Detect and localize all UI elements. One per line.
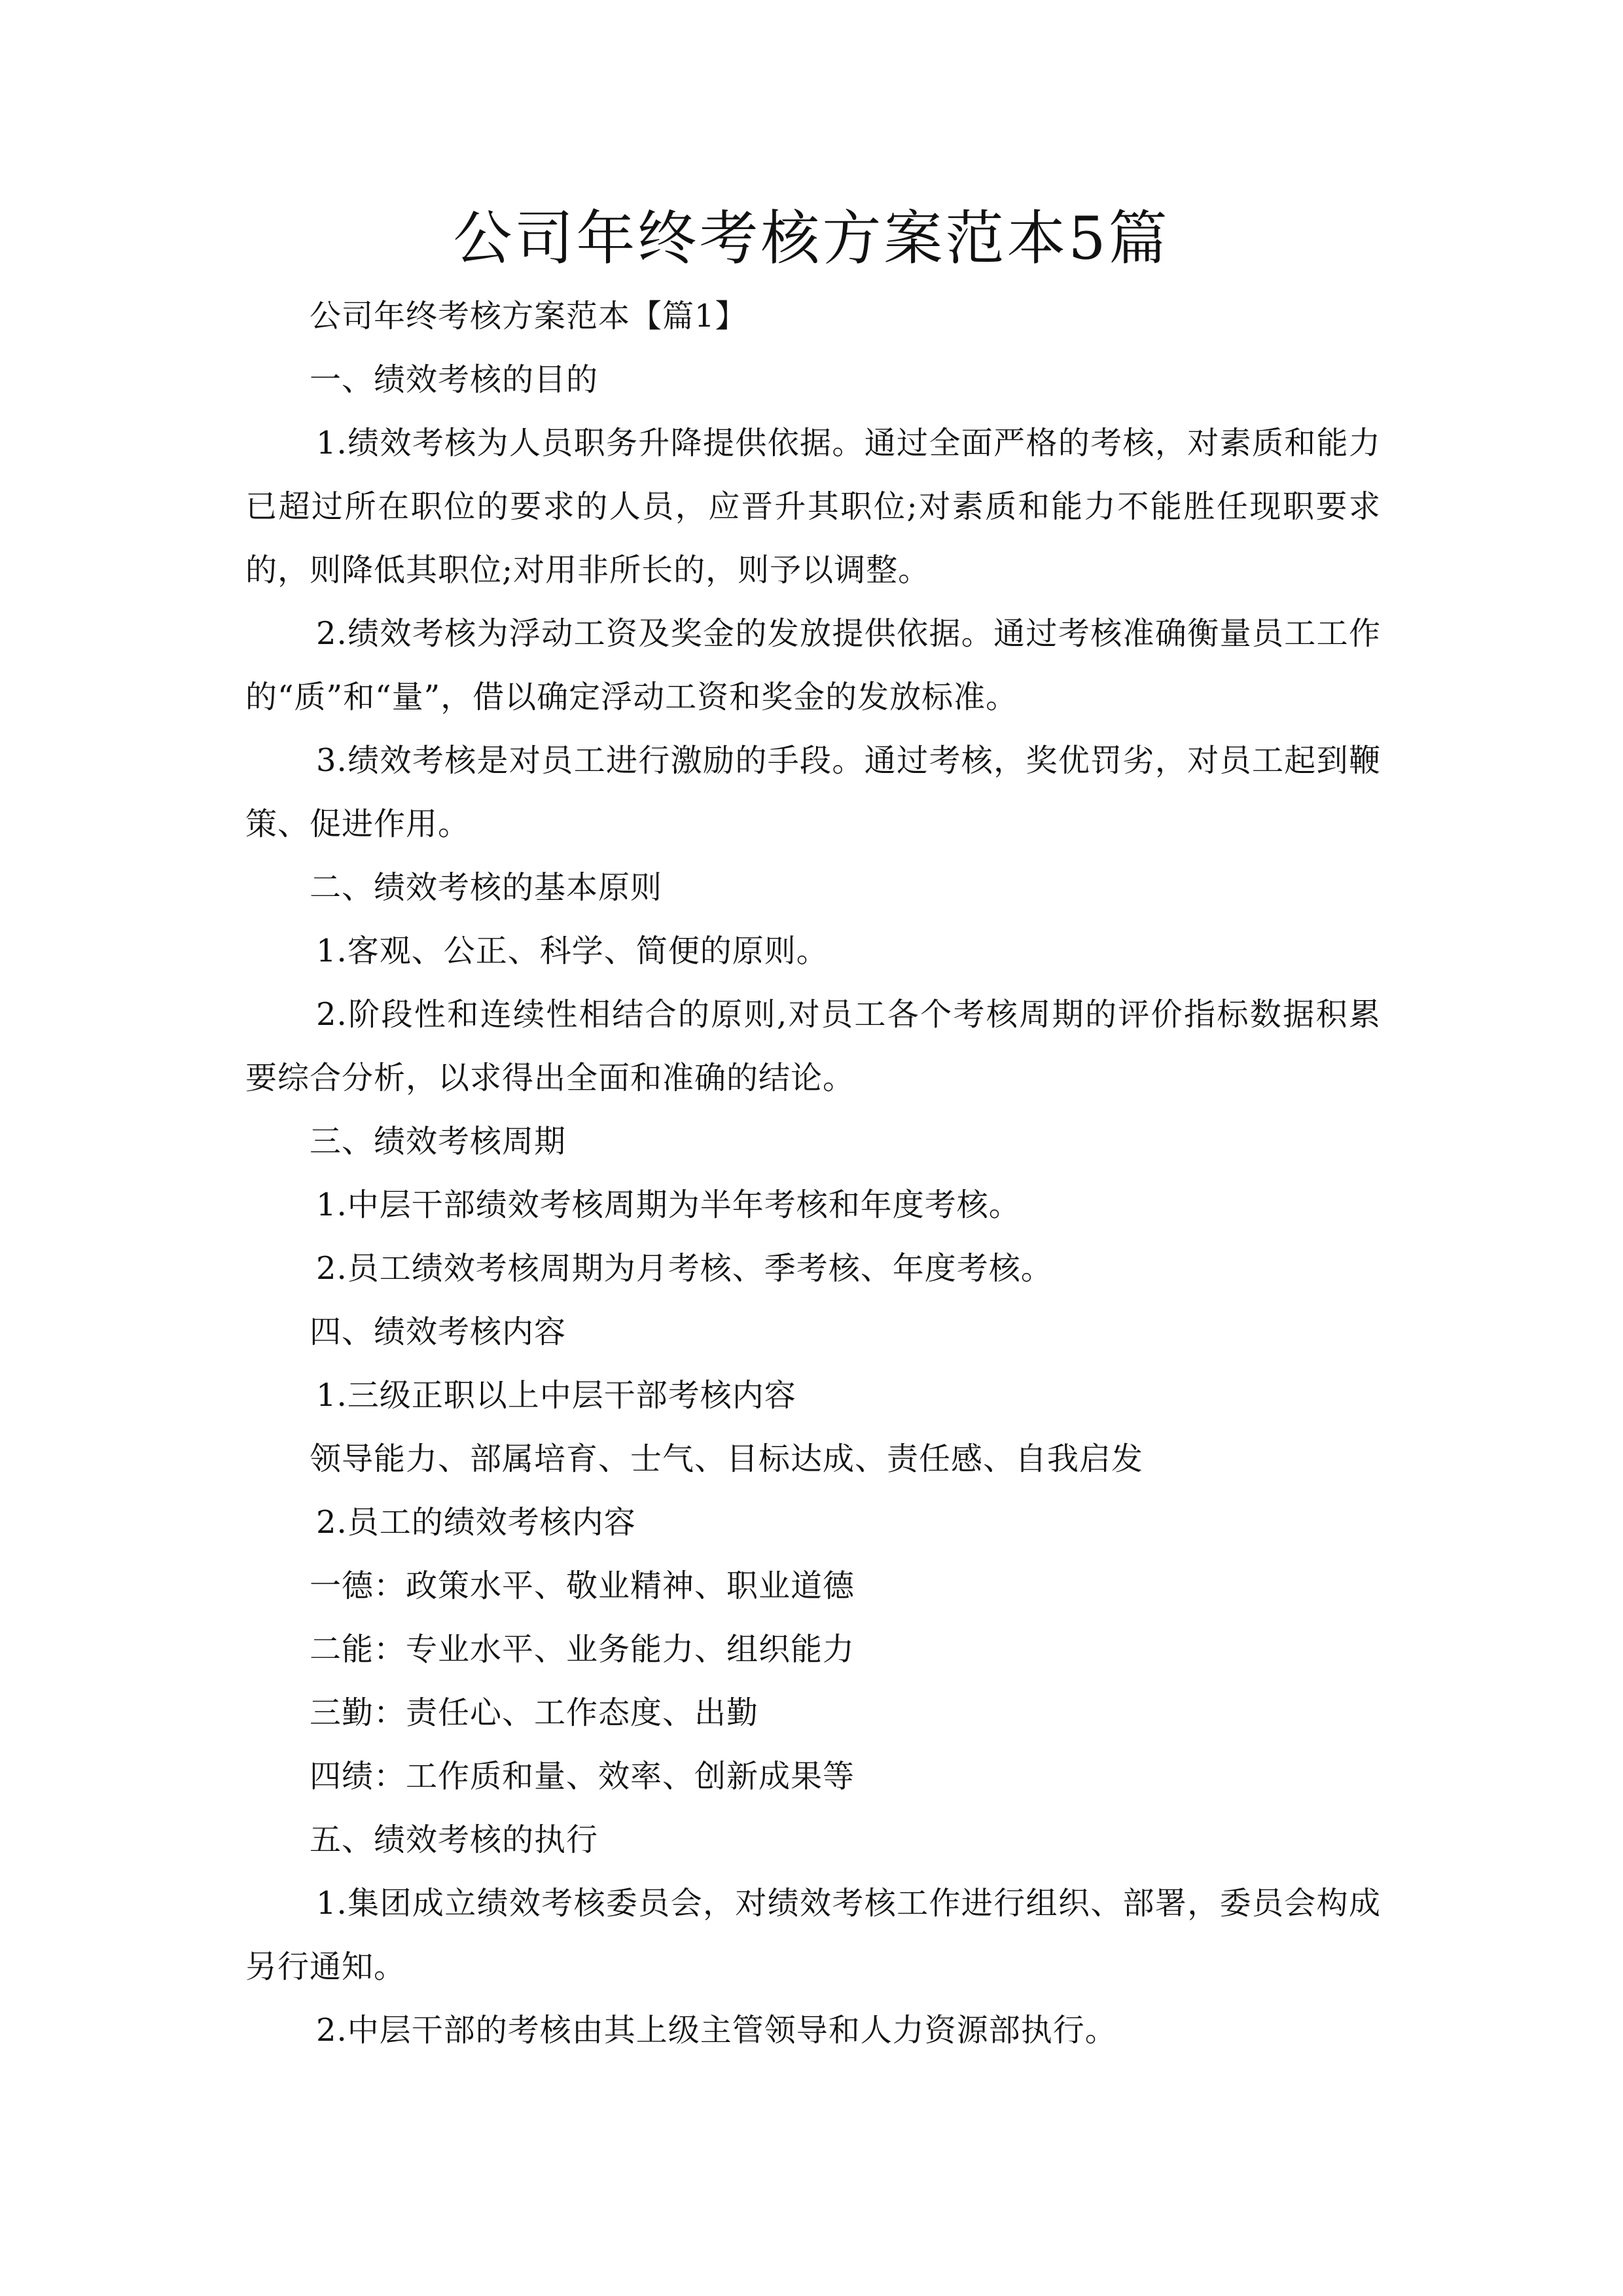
- list-item: 一德：政策水平、敬业精神、职业道德: [310, 1568, 855, 1604]
- document-body: [245, 285, 1381, 2062]
- paragraph: 1.集团成立绩效考核委员会，对绩效考核工作进行组织、部署，委员会构成另行通知。: [245, 1885, 1381, 1985]
- heading-purpose: 一、绩效考核的目的: [310, 361, 599, 398]
- document-title: 公司年终考核方案范本5篇: [453, 204, 1170, 273]
- paragraph: 1.客观、公正、科学、简便的原则。: [316, 933, 829, 969]
- heading-principles: 二、绩效考核的基本原则: [310, 869, 663, 906]
- paragraph: 2.员工的绩效考核内容: [316, 1504, 636, 1541]
- heading-content: 四、绩效考核内容: [310, 1314, 567, 1350]
- list-item: 二能：专业水平、业务能力、组织能力: [310, 1631, 855, 1668]
- list-item: 三勤：责任心、工作态度、出勤: [310, 1695, 759, 1731]
- paragraph: 2.阶段性和连续性相结合的原则,对员工各个考核周期的评价指标数据积累要综合分析，以求得出全面和准确的结论。: [245, 996, 1381, 1096]
- paragraph: 2.员工绩效考核周期为月考核、季考核、年度考核。: [316, 1250, 1053, 1287]
- paragraph: 1.绩效考核为人员职务升降提供依据。通过全面严格的考核，对素质和能力已超过所在职位的要求的人员，应晋升其职位;对素质和能力不能胜任现职要求的，则降低其职位;对用非所长的，则予以调整。: [245, 425, 1381, 588]
- list-item: 四绩：工作质和量、效率、创新成果等: [310, 1758, 855, 1795]
- paragraph: 3.绩效考核是对员工进行激励的手段。通过考核，奖优罚劣，对员工起到鞭策、促进作用。: [245, 742, 1381, 842]
- section-subtitle: 公司年终考核方案范本【篇1】: [310, 298, 747, 334]
- paragraph: 领导能力、部属培育、士气、目标达成、责任感、自我启发: [310, 1441, 1144, 1477]
- paragraph: 2.中层干部的考核由其上级主管领导和人力资源部执行。: [316, 2012, 1117, 2049]
- paragraph: 2.绩效考核为浮动工资及奖金的发放提供依据。通过考核准确衡量员工工作的“质”和“量”，借以确定浮动工资和奖金的发放标准。: [245, 615, 1381, 715]
- paragraph: 1.中层干部绩效考核周期为半年考核和年度考核。: [316, 1187, 1021, 1223]
- heading-execution: 五、绩效考核的执行: [310, 1821, 599, 1858]
- paragraph: 1.三级正职以上中层干部考核内容: [316, 1377, 796, 1414]
- heading-cycle: 三、绩效考核周期: [310, 1123, 567, 1160]
